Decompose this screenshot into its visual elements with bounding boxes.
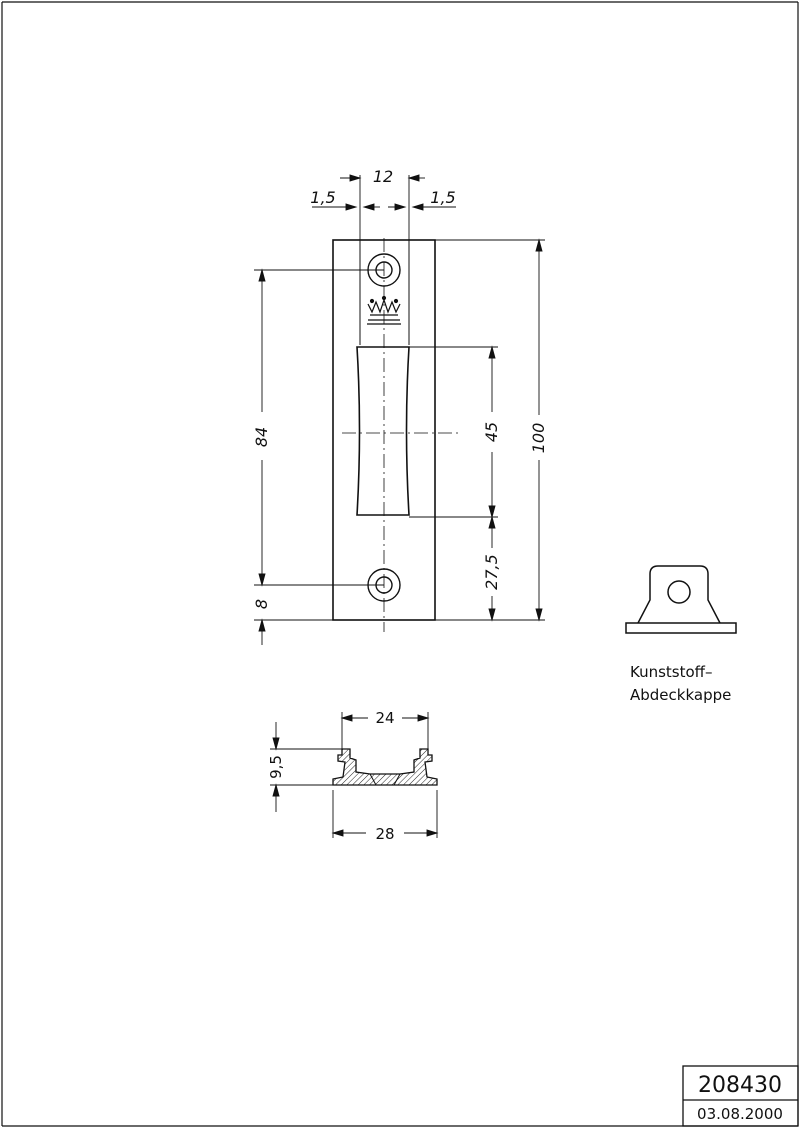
dim-total-length: 100 xyxy=(529,422,548,454)
cap-label-line2: Abdeckkappe xyxy=(630,686,732,704)
dim-recess-to-bottom: 27,5 xyxy=(482,554,501,590)
latch-recess xyxy=(357,347,409,515)
drawing-number: 208430 xyxy=(698,1073,782,1098)
drawing-date: 03.08.2000 xyxy=(697,1105,783,1123)
dim-profile-height: 9,5 xyxy=(267,755,285,779)
dim-offset-right: 1,5 xyxy=(430,188,456,207)
dim-offset-left: 1,5 xyxy=(310,188,336,207)
dim-profile-outer-width: 28 xyxy=(375,825,395,843)
cap-label-line1: Kunststoff– xyxy=(630,663,713,681)
plastic-cover-cap xyxy=(626,566,736,633)
dim-hole-spacing-top: 12 xyxy=(372,167,394,186)
extension-lines xyxy=(254,175,545,620)
sheet-frame xyxy=(2,2,798,1126)
dim-recess-length: 45 xyxy=(482,421,501,443)
plate-inner-lines xyxy=(360,240,409,345)
dim-hole-distance: 84 xyxy=(252,426,271,448)
dim-edge-offset: 8 xyxy=(252,598,271,610)
cross-section-profile xyxy=(333,749,437,785)
dim-profile-inner-width: 24 xyxy=(375,709,395,727)
